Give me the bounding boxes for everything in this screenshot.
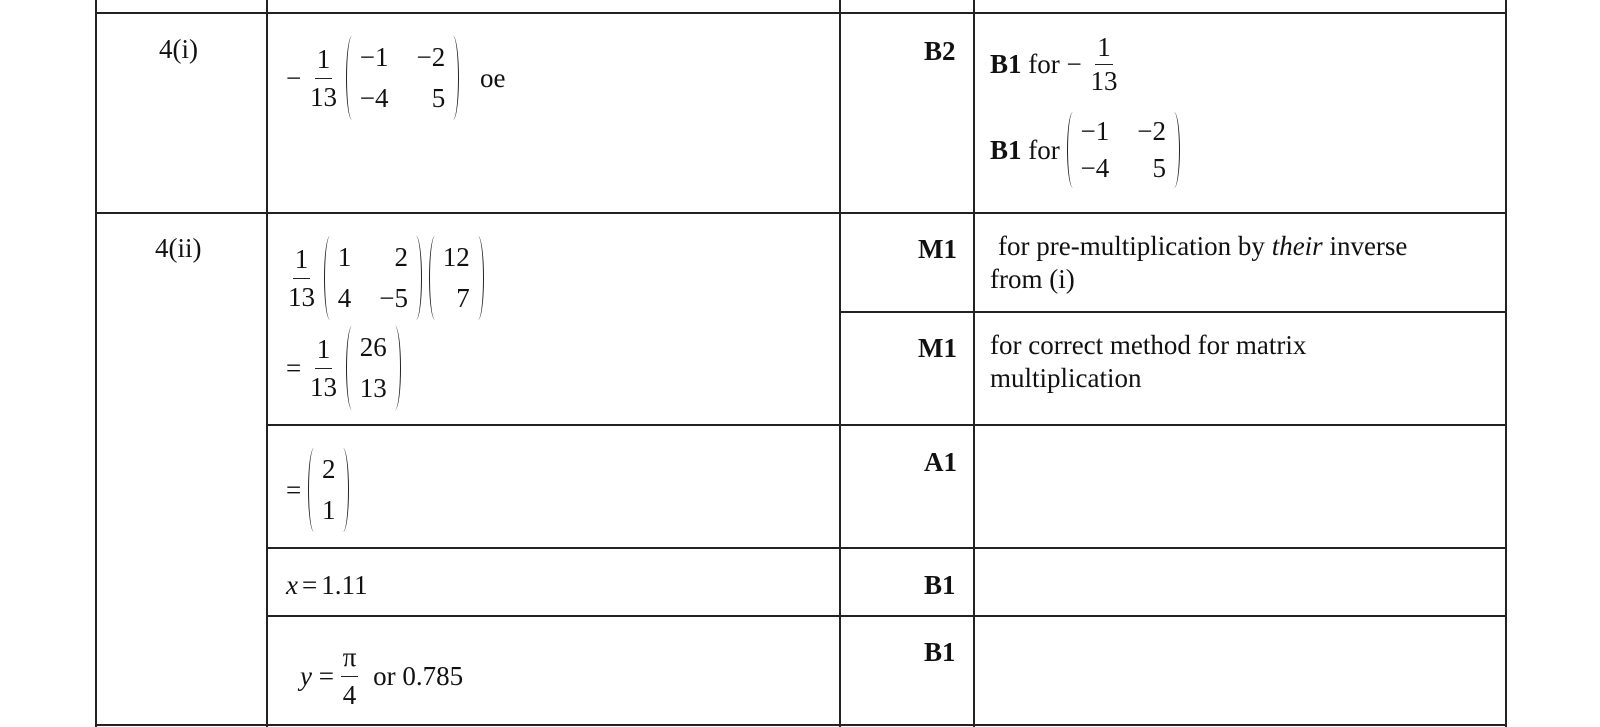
row-border-top xyxy=(95,12,1507,14)
matrix-cell: −1 xyxy=(1080,116,1110,146)
row-border-bottom xyxy=(95,724,1507,726)
guidance-pre: for pre-multiplication by xyxy=(998,231,1265,261)
step2-result xyxy=(286,448,349,532)
right-paren xyxy=(410,236,422,320)
guidance-their: their xyxy=(1271,231,1323,261)
answer-4i-oe: oe xyxy=(479,62,506,93)
right-paren xyxy=(389,326,401,410)
step3-x-value xyxy=(286,570,367,601)
right-paren xyxy=(1168,112,1180,188)
x-value: 1.11 xyxy=(321,570,368,600)
step2-equals: = xyxy=(286,474,302,505)
vector-cell: 1 xyxy=(321,495,336,525)
row-border-step1-bottom xyxy=(266,424,1507,426)
row-border-step2-bottom xyxy=(266,547,1507,549)
step1-frac2-den: 13 xyxy=(309,371,337,402)
step1-equals: = xyxy=(286,352,302,383)
matrix-cell: −1 xyxy=(359,42,389,72)
answer-4i xyxy=(286,36,505,120)
vector-cell: 12 xyxy=(442,242,470,272)
answer-4i-fraction xyxy=(308,44,339,113)
step1-fraction xyxy=(286,244,317,313)
left-paren xyxy=(346,36,358,120)
guidance-post: inverse xyxy=(1329,231,1408,261)
table-divider-marks xyxy=(973,0,975,727)
left-paren xyxy=(429,236,441,320)
var-x: x xyxy=(286,570,298,600)
step1-frac-den: 13 xyxy=(288,281,315,312)
mark-4ii-b1-y: B1 xyxy=(924,637,956,667)
guidance-4i-minus: − xyxy=(1066,49,1082,79)
vector-cell: 13 xyxy=(359,373,387,403)
step1-fraction2 xyxy=(308,334,339,403)
guidance-4ii-m1-second xyxy=(990,329,1306,395)
table-border-left xyxy=(95,0,97,727)
y-decimal: or 0.785 xyxy=(373,661,464,691)
guidance-4i-for1: for xyxy=(1028,49,1060,79)
y-frac-den: 4 xyxy=(342,680,357,710)
guidance-4i-code1: B1 xyxy=(990,49,1022,79)
question-number-4ii: 4(ii) xyxy=(155,233,202,263)
step1-frac-num: 1 xyxy=(293,244,311,279)
matrix-cell: −2 xyxy=(416,42,446,72)
step4-y-value xyxy=(300,642,463,711)
guidance-4ii-m1-first xyxy=(990,230,1407,296)
guidance-4i-fraction xyxy=(1088,34,1119,95)
guidance-4i-line1 xyxy=(990,34,1119,95)
equals: = xyxy=(318,661,334,691)
answer-4i-frac-num: 1 xyxy=(315,44,333,79)
left-paren xyxy=(308,448,320,532)
question-number-4i: 4(i) xyxy=(159,34,198,64)
matrix-cell: −4 xyxy=(1080,153,1110,183)
matrix-cell: 2 xyxy=(394,242,408,272)
right-paren xyxy=(337,448,349,532)
matrix-cell: −2 xyxy=(1137,116,1166,146)
matrix-cell: 1 xyxy=(337,242,352,272)
guidance-method-line1: for correct method for matrix xyxy=(990,330,1307,360)
guidance-4i-frac-den: 13 xyxy=(1090,66,1118,96)
step1-matrix xyxy=(324,236,422,320)
guidance-4i-code2: B1 xyxy=(990,134,1022,165)
step1-result xyxy=(286,326,401,410)
step1-vector xyxy=(429,236,484,320)
guidance-4i-for2: for xyxy=(1028,134,1060,165)
left-paren xyxy=(324,236,336,320)
mark-4ii-m1-second: M1 xyxy=(918,333,957,363)
table-divider-question xyxy=(266,0,268,727)
right-paren xyxy=(472,236,484,320)
matrix-cell: −5 xyxy=(379,283,408,313)
guidance-method-line2: multiplication xyxy=(990,363,1142,393)
step2-vector xyxy=(308,448,350,532)
answer-4i-frac-den: 13 xyxy=(309,81,337,112)
matrix-cell: 5 xyxy=(1152,153,1166,183)
vector-cell: 2 xyxy=(321,454,336,484)
y-frac-num: π xyxy=(341,642,359,677)
step1-product xyxy=(286,236,484,320)
right-paren xyxy=(447,36,459,120)
guidance-4i-line2 xyxy=(990,112,1180,188)
left-paren xyxy=(346,326,358,410)
table-border-right xyxy=(1505,0,1507,727)
left-paren xyxy=(1067,112,1079,188)
guidance-4i-matrix xyxy=(1067,112,1180,188)
answer-4i-matrix xyxy=(346,36,459,120)
answer-4i-minus: − xyxy=(286,62,302,93)
step1-vector2 xyxy=(346,326,401,410)
mark-4ii-a1: A1 xyxy=(924,447,957,477)
table-divider-answer xyxy=(839,0,841,727)
equals: = xyxy=(301,570,318,600)
mark-4ii-m1-first: M1 xyxy=(918,234,957,264)
matrix-cell: −4 xyxy=(359,83,389,113)
step1-frac2-num: 1 xyxy=(315,334,333,369)
matrix-cell: 5 xyxy=(431,83,446,113)
matrix-cell: 4 xyxy=(337,283,352,313)
row-border-step3-bottom xyxy=(266,615,1507,617)
mark-4ii-b1-x: B1 xyxy=(924,570,956,600)
mark-4i: B2 xyxy=(924,36,956,66)
row-border-4i-bottom xyxy=(95,212,1507,214)
vector-cell: 7 xyxy=(456,283,470,313)
var-y: y xyxy=(300,661,312,691)
vector-cell: 26 xyxy=(359,332,387,362)
guidance-4i-frac-num: 1 xyxy=(1095,34,1113,65)
row-border-m1-split xyxy=(839,311,1507,313)
y-fraction xyxy=(341,642,359,711)
guidance-from: from (i) xyxy=(990,264,1075,294)
